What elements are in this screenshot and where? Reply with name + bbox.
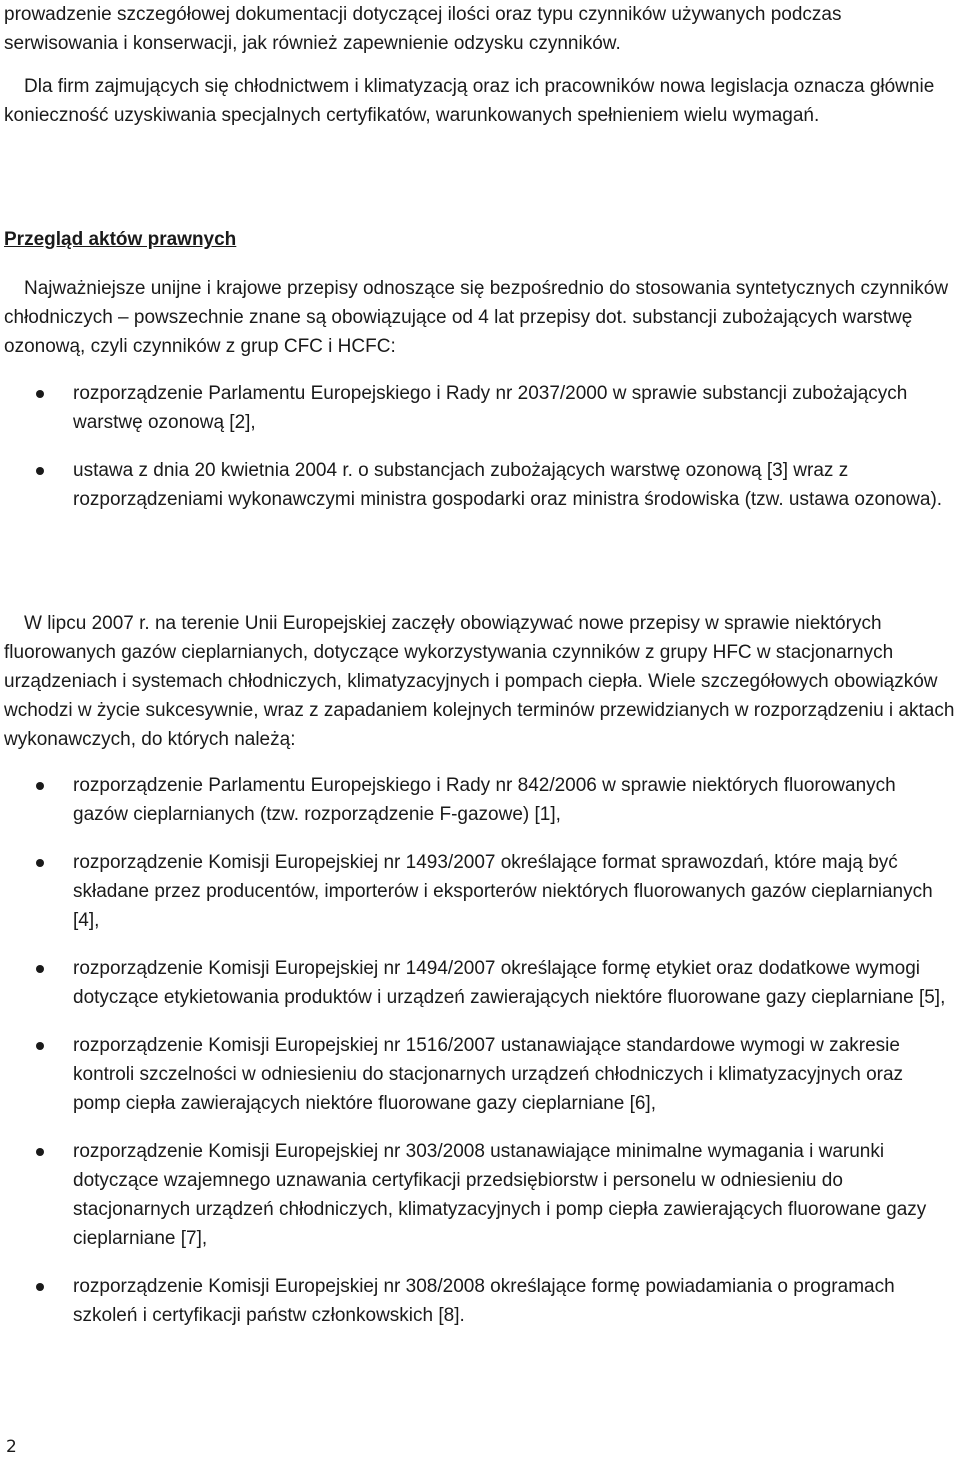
page-number: 2 xyxy=(6,1437,17,1457)
list-item xyxy=(0,1272,960,1330)
list-item xyxy=(0,379,960,437)
ozone-regulations-list xyxy=(0,379,960,514)
list-item-text: rozporządzenie Parlamentu Europejskiego i Rady nr 2037/2000 w sprawie substancji zubożających warstwę ozonową [2], xyxy=(73,383,908,433)
bullet-icon xyxy=(36,467,44,475)
list-item xyxy=(0,1031,960,1118)
section-heading: Przegląd aktów prawnych xyxy=(4,229,237,250)
list-item xyxy=(0,456,960,514)
intro-carryover-paragraph: prowadzenie szczegółowej dokumentacji dotyczącej ilości oraz typu czynników używanych podczas serwisowania i konserwacji, jak również zapewnienie odzysku czynników. xyxy=(4,4,842,54)
bullet-icon xyxy=(36,390,44,398)
section-intro-paragraph: Najważniejsze unijne i krajowe przepisy odnoszące się bezpośrednio do stosowania syntetycznych czynników chłodniczych – powszechnie znane są obowiązujące od 4 lat przepisy dot. substancji zubożających warstwę ozonową, czyli czynników z grup CFC i HCFC: xyxy=(4,278,949,357)
list-item xyxy=(0,954,960,1012)
list-item-text: rozporządzenie Parlamentu Europejskiego i Rady nr 842/2006 w sprawie niektórych fluorowanych gazów cieplarnianych (tzw. rozporządzenie F-gazowe) [1], xyxy=(73,775,896,825)
list-item-text: rozporządzenie Komisji Europejskiej nr 1516/2007 ustanawiające standardowe wymogi w zakresie kontroli szczelności w odniesieniu do stacjonarnych urządzeń chłodniczych i klimatyzacyjnych oraz pomp ciepła zawierających niektóre fluorowane gazy cieplarniane [6], xyxy=(73,1035,904,1114)
list-item xyxy=(0,848,960,935)
fgas-regulations-list xyxy=(0,771,960,1330)
list-item-text: rozporządzenie Komisji Europejskiej nr 308/2008 określające formę powiadamiania o programach szkoleń i certyfikacji państw członkowskich [8]. xyxy=(73,1276,895,1326)
bullet-icon xyxy=(36,1283,44,1291)
bullet-icon xyxy=(36,859,44,867)
july-2007-paragraph: W lipcu 2007 r. na terenie Unii Europejskiej zaczęły obowiązywać nowe przepisy w sprawie niektórych fluorowanych gazów cieplarnianych, dotyczące wykorzystywania czynników z grupy HFC w stacjonarnych urządzeniach i systemach chłodniczych, klimatyzacyjnych i pompach ciepła. Wiele szczegółowych obowiązków wchodzi w życie sukcesywnie, wraz z zapadaniem kolejnych terminów przewidzianych w rozporządzeniu i aktach wykonawczych, do których należą: xyxy=(4,613,955,750)
list-item xyxy=(0,1137,960,1253)
bullet-icon xyxy=(36,965,44,973)
intro-firms-paragraph: Dla firm zajmujących się chłodnictwem i klimatyzacją oraz ich pracowników nowa legislacja oznacza głównie konieczność uzyskiwania specjalnych certyfikatów, warunkowanych spełnieniem wielu wymagań. xyxy=(4,76,935,126)
list-item-text: rozporządzenie Komisji Europejskiej nr 1494/2007 określające formę etykiet oraz dodatkowe wymogi dotyczące etykietowania produktów i urządzeń zawierających niektóre fluorowane gazy cieplarniane [5], xyxy=(73,958,946,1008)
bullet-icon xyxy=(36,782,44,790)
list-item-text: rozporządzenie Komisji Europejskiej nr 303/2008 ustanawiające minimalne wymagania i warunki dotyczące wzajemnego uznawania certyfikacji przedsiębiorstw i personelu w odniesieniu do stacjonarnych urządzeń chłodniczych, klimatyzacyjnych i pomp ciepła zawierających fluorowane gazy cieplarniane [7], xyxy=(73,1141,927,1249)
list-item-text: ustawa z dnia 20 kwietnia 2004 r. o substancjach zubożających warstwę ozonową [3] wraz z rozporządzeniami wykonawczymi ministra gospodarki oraz ministra środowiska (tzw. ustawa ozonowa). xyxy=(73,460,943,510)
list-item-text: rozporządzenie Komisji Europejskiej nr 1493/2007 określające format sprawozdań, które mają być składane przez producentów, importerów i eksporterów niektórych fluorowanych gazów cieplarnianych [4], xyxy=(73,852,933,931)
list-item xyxy=(0,771,960,829)
bullet-icon xyxy=(36,1042,44,1050)
bullet-icon xyxy=(36,1148,44,1156)
